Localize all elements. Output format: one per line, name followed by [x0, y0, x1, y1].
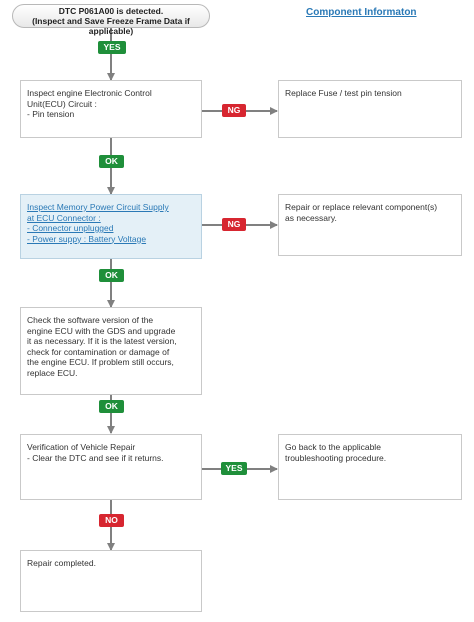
- step2-link[interactable]: at ECU Connector :: [27, 212, 101, 223]
- step3-line: check for contamination or damage of: [27, 346, 170, 357]
- yes-badge-start: YES: [98, 41, 126, 54]
- step3-line: Check the software version of the: [27, 315, 154, 325]
- step3-line: replace ECU.: [27, 367, 78, 378]
- step2-ng-line: Repair or replace relevant component(s): [285, 202, 438, 212]
- step1-box: [20, 80, 202, 138]
- step4-yes-line: troubleshooting procedure.: [285, 452, 387, 463]
- start-subtitle: (Inspect and Save Freeze Frame Data if applicable): [32, 16, 190, 36]
- step4-line: - Clear the DTC and see if it returns.: [27, 452, 164, 463]
- step4-line: Verification of Vehicle Repair: [27, 442, 136, 452]
- start-node: [12, 4, 210, 36]
- step2-ng-line: as necessary.: [285, 212, 337, 223]
- start-title: DTC P061A00 is detected.: [58, 6, 164, 16]
- step1-ng-line: Replace Fuse / test pin tension: [285, 88, 402, 98]
- step2-link[interactable]: - Connector unplugged: [27, 223, 114, 233]
- component-information-link[interactable]: Component Informaton: [306, 7, 417, 18]
- step2-link[interactable]: - Power suppy : Battery Voltage: [27, 233, 147, 244]
- step3-line: engine ECU with the GDS and upgrade: [27, 325, 176, 336]
- step4-yes-box: [278, 434, 462, 500]
- ng-badge-step2: NG: [222, 218, 246, 231]
- step1-line: Unit(ECU) Circuit :: [27, 98, 97, 109]
- step4-box: [20, 434, 202, 500]
- no-badge-step4: NO: [99, 514, 124, 527]
- step3-box: [20, 307, 202, 395]
- yes-badge-step4: YES: [221, 462, 247, 475]
- ok-badge-step3: OK: [99, 400, 124, 413]
- step3-line: the engine ECU. If problem still occurs,: [27, 357, 174, 367]
- step5-line: Repair completed.: [27, 558, 96, 568]
- step1-ng-box: [278, 80, 462, 138]
- step4-yes-line: Go back to the applicable: [285, 442, 381, 452]
- ok-badge-step1: OK: [99, 155, 124, 168]
- step1-line: - Pin tension: [27, 109, 75, 119]
- ng-badge-step1: NG: [222, 104, 246, 117]
- step2-box: [20, 194, 202, 259]
- step1-line: Inspect engine Electronic Control: [27, 88, 152, 98]
- step5-box: [20, 550, 202, 612]
- step2-link[interactable]: Inspect Memory Power Circuit Supply: [27, 202, 169, 212]
- ok-badge-step2: OK: [99, 269, 124, 282]
- step3-line: it as necessary. If it is the latest version,: [27, 336, 177, 346]
- step2-ng-box: [278, 194, 462, 256]
